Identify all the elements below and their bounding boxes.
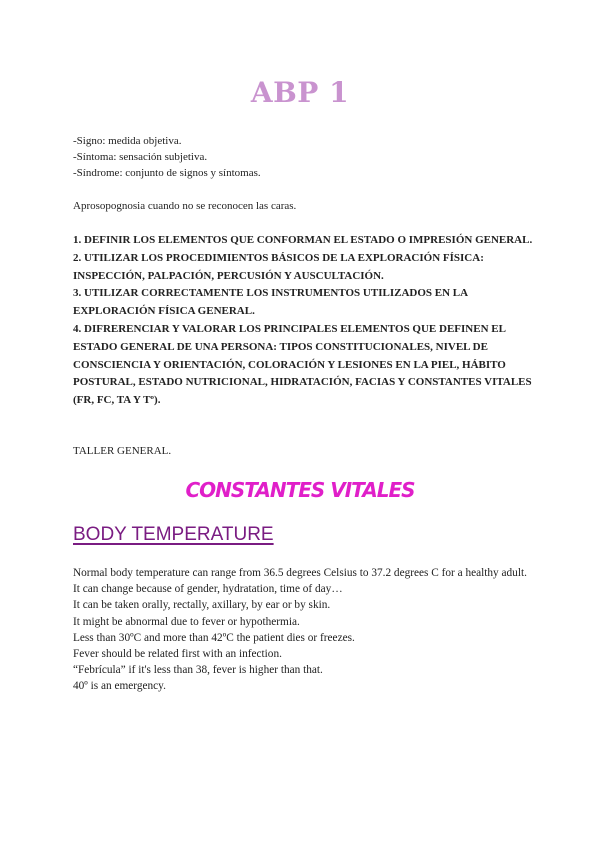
section-subtitle: CONSTANTES VITALES (185, 478, 415, 502)
temperature-line: 40º is an emergency. (73, 680, 166, 693)
body-temperature-heading: BODY TEMPERATURE (73, 524, 274, 545)
aprosopognosia-note: Aprosopognosia cuando no se reconocen las caras. (73, 200, 297, 212)
temperature-line: “Febrícula” if it's less than 38, fever is higher than that. (73, 664, 323, 677)
objective-item: 2. UTILIZAR LOS PROCEDIMIENTOS BÁSICOS DE LA EXPLORACIÓN FÍSICA: INSPECCIÓN, PALPACIÓN, PERCUSIÓN Y AUSCULTACIÓN. (73, 251, 484, 282)
temperature-notes (73, 565, 533, 695)
document-title: ABP 1 (250, 76, 350, 109)
objectives-list (73, 232, 533, 410)
definitions-list (73, 133, 533, 181)
temperature-line: Normal body temperature can range from 36.5 degrees Celsius to 37.2 degrees C for a healthy adult. (73, 567, 527, 579)
temperature-line: It might be abnormal due to fever or hypothermia. (73, 615, 300, 628)
definition-signo: -Signo: medida objetiva. (73, 135, 182, 147)
objective-item: 1. DEFINIR LOS ELEMENTOS QUE CONFORMAN EL ESTADO O IMPRESIÓN GENERAL. (73, 234, 533, 246)
objective-item: 3. UTILIZAR CORRECTAMENTE LOS INSTRUMENTOS UTILIZADOS EN LA EXPLORACIÓN FÍSICA GENERAL. (73, 287, 468, 318)
temperature-line: It can change because of gender, hydratation, time of day… (73, 583, 343, 596)
definition-sintoma: -Síntoma: sensación subjetiva. (73, 151, 208, 163)
definition-sindrome: -Síndrome: conjunto de signos y síntomas. (73, 167, 261, 179)
temperature-line: Fever should be related first with an infection. (73, 648, 282, 661)
taller-label: TALLER GENERAL. (73, 445, 172, 457)
objective-item: 4. DIFRERENCIAR Y VALORAR LOS PRINCIPALES ELEMENTOS QUE DEFINEN EL ESTADO GENERAL DE UNA PERSONA: TIPOS CONSTITUCIONALES, NIVEL DE CONSCIENCIA Y ORIENTACIÓN, COLORACIÓN Y LESIONES EN LA PIEL, HÁBITO POSTURAL, ESTADO NUTRICIONAL, HIDRATACIÓN, FACIAS Y CONSTANTES VITALES (FR, FC, TA Y Tº). (73, 322, 532, 407)
temperature-line: It can be taken orally, rectally, axillary, by ear or by skin. (73, 599, 331, 612)
temperature-line: Less than 30ºC and more than 42ºC the patient dies or freezes. (73, 631, 355, 644)
